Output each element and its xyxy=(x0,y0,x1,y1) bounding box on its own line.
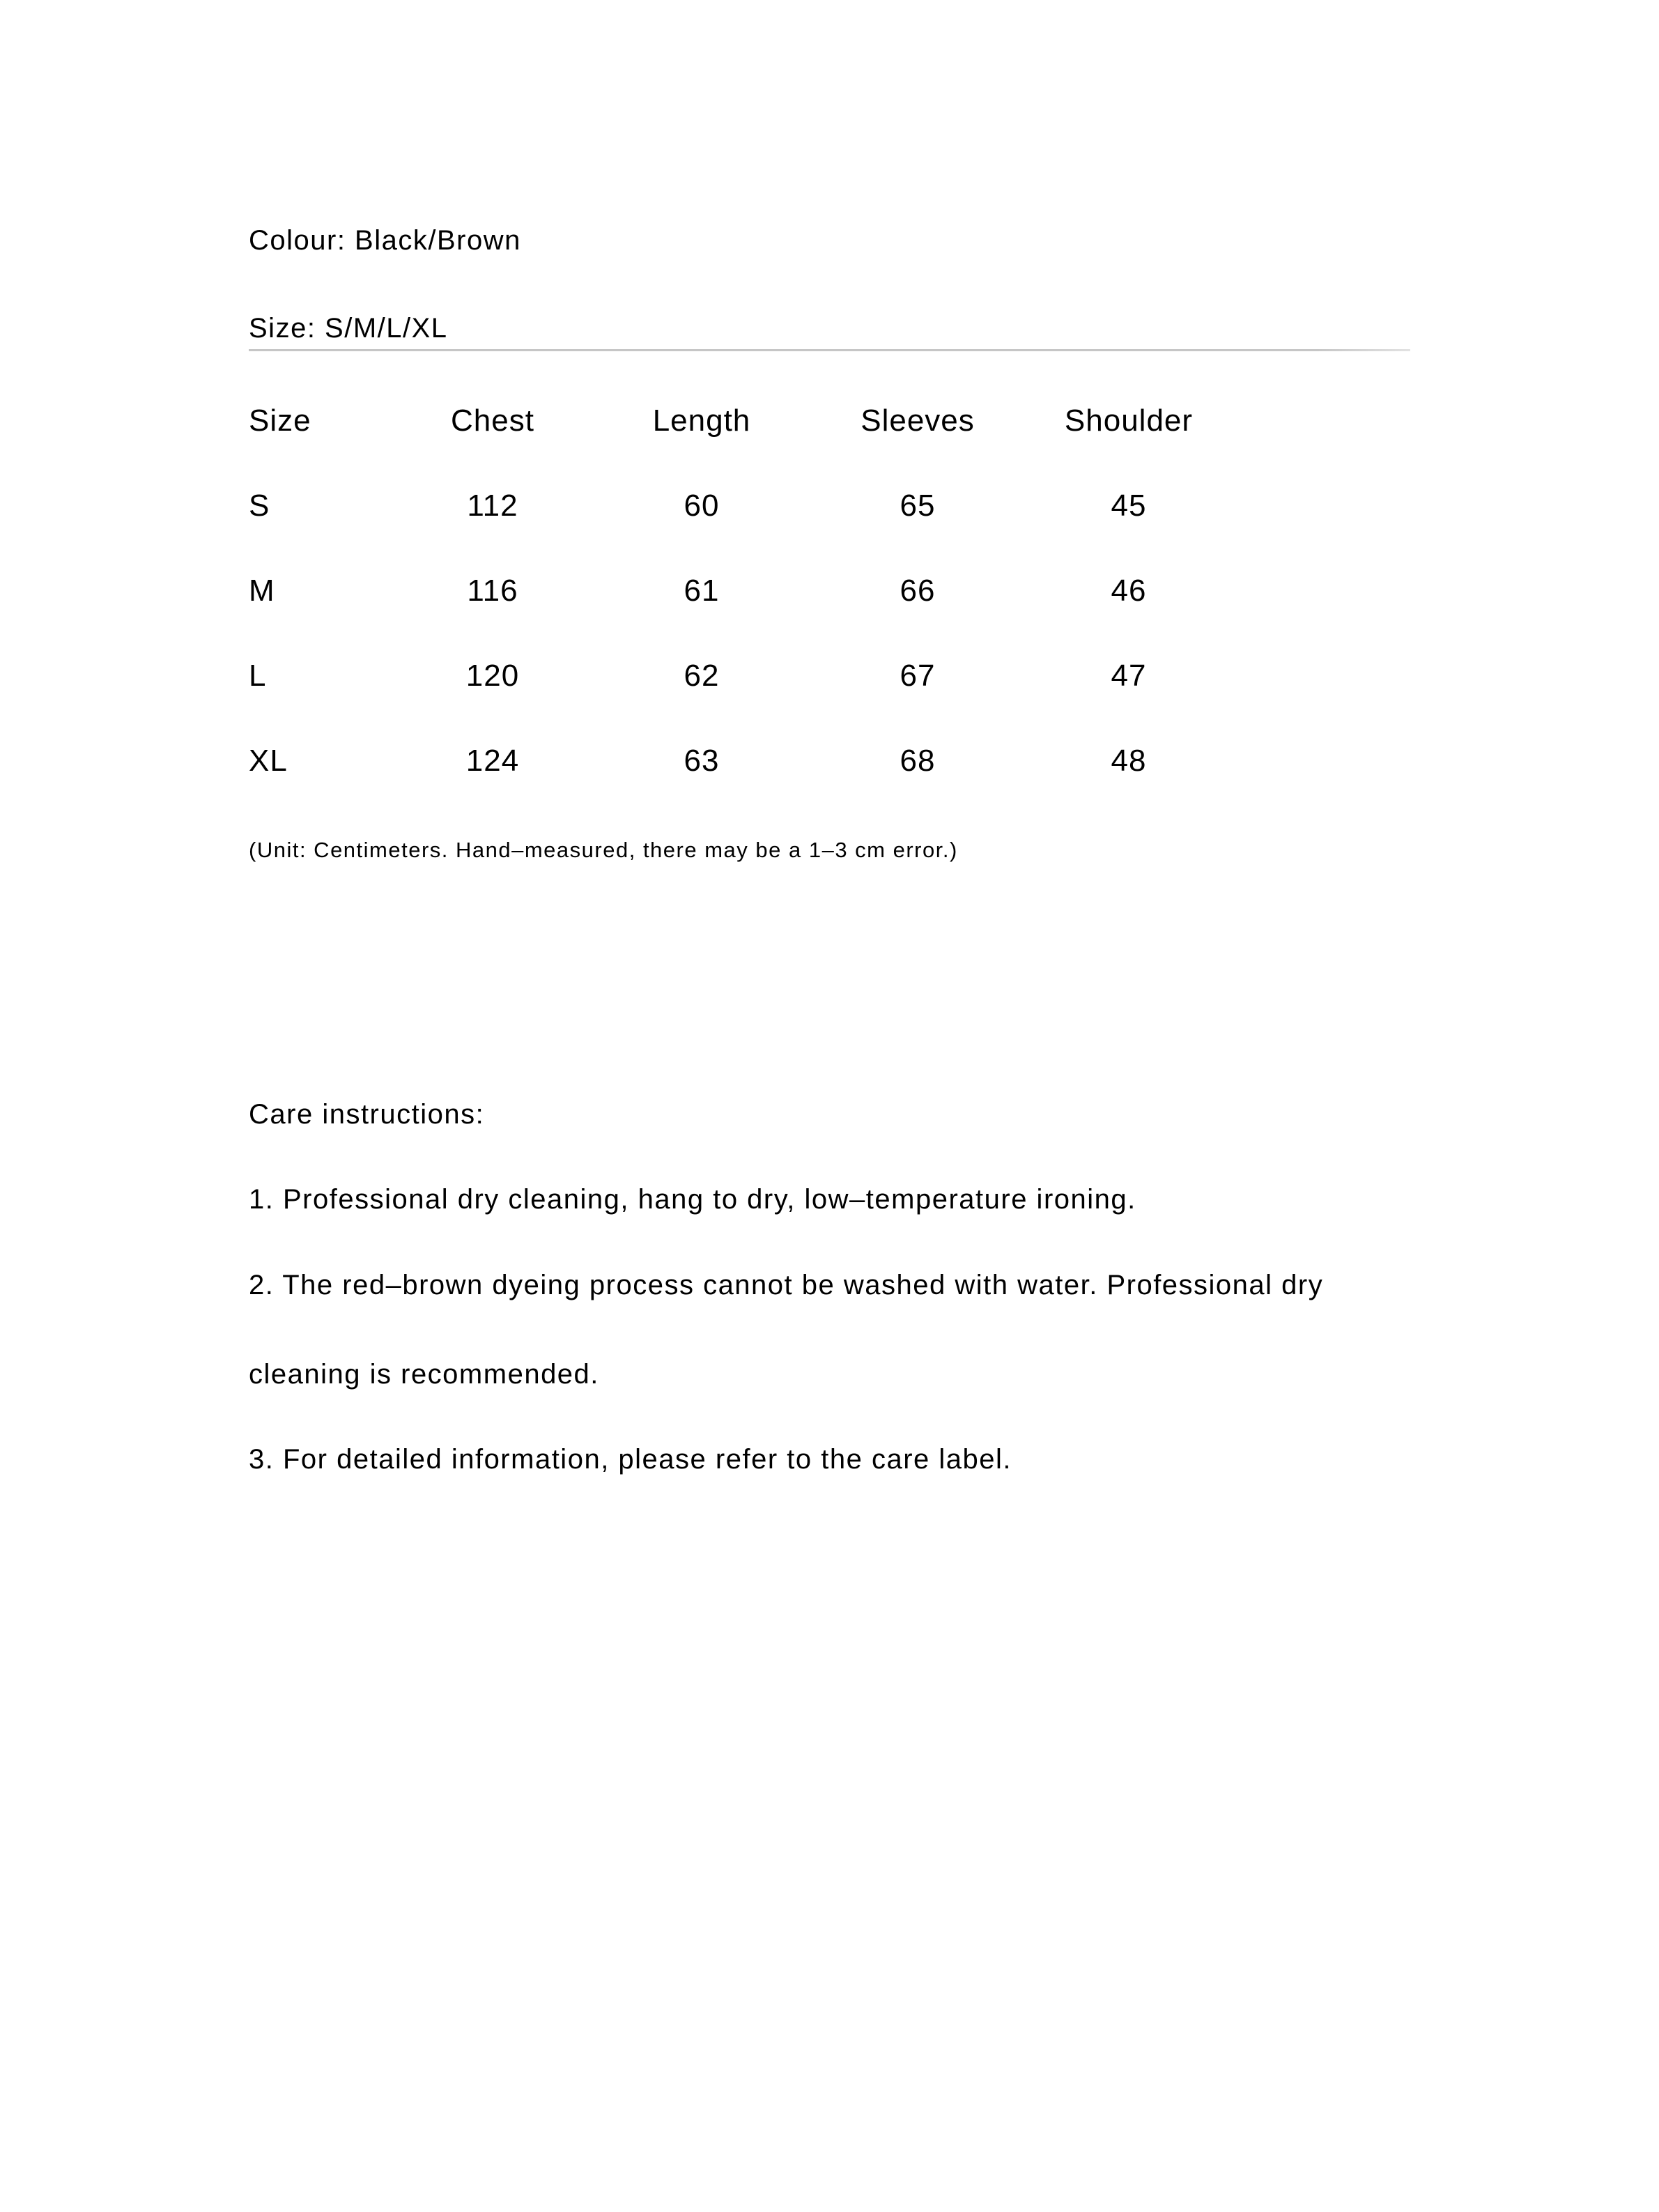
colour-label: Colour: Black/Brown xyxy=(249,225,521,256)
cell-size: XL xyxy=(249,744,288,778)
cell-length: 60 xyxy=(684,489,720,523)
cell-chest: 124 xyxy=(465,744,520,778)
cell-sleeves: 65 xyxy=(900,489,936,523)
cell-length: 63 xyxy=(684,744,720,778)
cell-chest: 112 xyxy=(467,489,518,523)
cell-chest: 116 xyxy=(467,574,518,608)
cell-shoulder: 47 xyxy=(1111,659,1147,693)
care-instruction-2: 2. The red–brown dyeing process cannot be washed with water. Professional dry xyxy=(249,1270,1324,1300)
cell-sleeves: 67 xyxy=(900,659,936,693)
column-header-chest: Chest xyxy=(451,404,534,438)
care-instruction-2-continued: cleaning is recommended. xyxy=(249,1359,599,1390)
cell-size: L xyxy=(249,659,267,693)
cell-sleeves: 68 xyxy=(900,744,936,778)
cell-length: 61 xyxy=(684,574,720,608)
column-header-size: Size xyxy=(249,404,311,438)
unit-note: (Unit: Centimeters. Hand–measured, there may be a 1–3 cm error.) xyxy=(249,838,958,862)
size-label: Size: S/M/L/XL xyxy=(249,313,448,344)
care-instructions-heading: Care instructions: xyxy=(249,1099,485,1130)
size-chart-table xyxy=(249,403,1221,828)
cell-size: M xyxy=(249,574,275,608)
cell-length: 62 xyxy=(684,659,720,693)
cell-chest: 120 xyxy=(465,659,520,693)
column-header-shoulder: Shoulder xyxy=(1064,404,1194,438)
column-header-sleeves: Sleeves xyxy=(861,404,975,438)
cell-sleeves: 66 xyxy=(900,574,936,608)
cell-size: S xyxy=(249,489,270,523)
cell-shoulder: 46 xyxy=(1111,574,1147,608)
care-instruction-1: 1. Professional dry cleaning, hang to dry, low–temperature ironing. xyxy=(249,1184,1136,1215)
column-header-length: Length xyxy=(652,404,751,438)
care-instruction-3: 3. For detailed information, please refer to the care label. xyxy=(249,1444,1012,1475)
cell-shoulder: 48 xyxy=(1111,744,1147,778)
section-divider xyxy=(249,349,1410,351)
cell-shoulder: 45 xyxy=(1111,489,1147,523)
